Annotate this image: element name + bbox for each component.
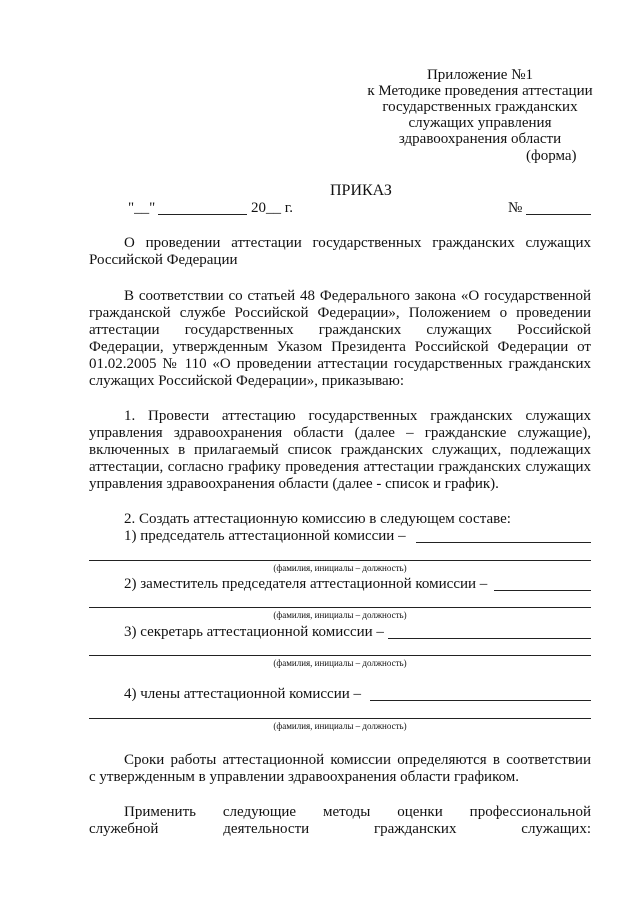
- item1-line: включенных в прилагаемый список гражданских служащих, подлежащих: [89, 442, 591, 458]
- form-note: (форма): [526, 148, 577, 164]
- preamble-line: В соответствии со статьей 48 Федерального закона «О государственной: [124, 288, 591, 304]
- item1-line: управления здравоохранения области (далее - список и график).: [89, 476, 499, 492]
- appendix-line: государственных гражданских: [382, 99, 578, 115]
- preamble-line: аттестации государственных гражданских служащих Российской: [89, 322, 591, 338]
- item2-intro: 2. Создать аттестационную комиссию в следующем составе:: [124, 511, 511, 527]
- item1-line: аттестации, согласно графику проведения аттестации гражданских служащих: [89, 459, 591, 475]
- terms-line: с утвержденным в управлении здравоохранения области графиком.: [89, 769, 520, 785]
- methods-line: служебной деятельности гражданских служащих:: [89, 821, 591, 837]
- item1-line: 1. Провести аттестацию государственных гражданских служащих: [124, 408, 591, 424]
- appendix-line: служащих управления: [408, 115, 552, 131]
- deputy-blank: [494, 590, 591, 591]
- name-position-caption: (фамилия, инициалы – должность): [273, 658, 407, 668]
- methods-line: Применить следующие методы оценки профессиональной: [124, 804, 591, 820]
- chair-blank: [416, 542, 591, 543]
- item1-line: управления здравоохранения области (далее – гражданские служащие),: [89, 425, 591, 441]
- name-position-caption: (фамилия, инициалы – должность): [273, 610, 407, 620]
- deputy-blank-line: [89, 607, 591, 608]
- terms-line: Сроки работы аттестационной комиссии определяются в соответствии: [124, 752, 591, 768]
- chair-label: 1) председатель аттестационной комиссии –: [124, 528, 406, 544]
- preamble-line: Федерации, утвержденным Указом Президента Российской Федерации от: [89, 339, 591, 355]
- name-position-caption: (фамилия, инициалы – должность): [273, 721, 407, 731]
- order-date-day: "__": [128, 200, 156, 216]
- order-title: ПРИКАЗ: [330, 182, 392, 199]
- appendix-title: Приложение №1: [426, 67, 534, 83]
- subject-line: Российской Федерации: [89, 252, 238, 268]
- subject-line: О проведении аттестации государственных гражданских служащих: [124, 235, 591, 251]
- deputy-label: 2) заместитель председателя аттестационной комиссии –: [124, 576, 488, 592]
- secretary-label: 3) секретарь аттестационной комиссии –: [124, 624, 384, 640]
- order-number-label: №: [508, 200, 523, 216]
- preamble-line: гражданской службе Российской Федерации», Положением о проведении: [89, 305, 591, 321]
- appendix-line: здравоохранения области: [398, 131, 562, 147]
- appendix-line: к Методике проведения аттестации: [367, 83, 593, 99]
- order-date-year: 20__ г.: [251, 200, 293, 216]
- date-month-blank: [158, 214, 247, 215]
- preamble-line: 01.02.2005 № 110 «О проведении аттестации государственных гражданских: [89, 356, 591, 372]
- members-blank-line: [89, 718, 591, 719]
- secretary-blank: [388, 638, 591, 639]
- chair-blank-line: [89, 560, 591, 561]
- members-blank: [370, 700, 591, 701]
- name-position-caption: (фамилия, инициалы – должность): [273, 563, 407, 573]
- secretary-blank-line: [89, 655, 591, 656]
- order-number-blank: [526, 214, 591, 215]
- preamble-line: служащих Российской Федерации», приказываю:: [89, 373, 404, 389]
- members-label: 4) члены аттестационной комиссии –: [124, 686, 362, 702]
